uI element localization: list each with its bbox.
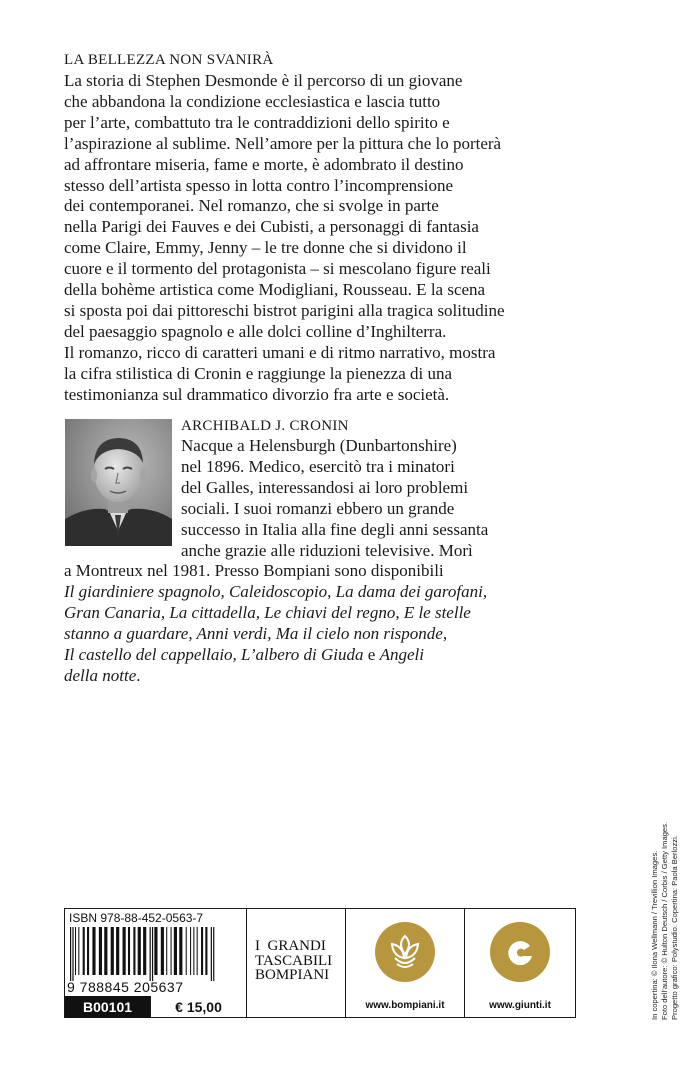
price-label: € 15,00 xyxy=(150,996,246,1018)
synopsis-heading: LA BELLEZZA NON SVANIRÀ xyxy=(64,52,274,68)
works-titles: Gran Canaria, La cittadella, Le chiavi del regno, E le stelle xyxy=(64,603,471,623)
synopsis-line: cuore e il tormento del protagonista – si mescolano figure reali xyxy=(64,259,491,279)
barcode-bar xyxy=(197,927,198,975)
credit-line: In copertina: © Ilona Wellmann / Trevillion Images. xyxy=(650,850,659,1020)
barcode-bar xyxy=(92,927,95,975)
giunti-panel xyxy=(465,908,576,1018)
synopsis-line: La storia di Stephen Desmonde è il percorso di un giovane xyxy=(64,71,463,90)
barcode-bar xyxy=(186,927,187,975)
credit-line: Progetto grafico: Polystudio. Copertina: Paola Berlozzi. xyxy=(670,835,679,1020)
bio-line: successo in Italia alla fine degli anni sessanta xyxy=(181,519,489,539)
works-titles: stanno a guardare, Anni verdi, Ma il cielo non risponde, xyxy=(64,624,448,644)
author-bio xyxy=(64,436,644,687)
barcode-bar xyxy=(123,927,126,975)
barcode-bar xyxy=(143,927,146,975)
credit-line: Foto dell’autore: © Hulton Deutsch / Corbis / Getty Images. xyxy=(660,821,669,1020)
works-period: . xyxy=(136,665,141,685)
barcode-bar xyxy=(152,927,153,981)
bio-line: a Montreux nel 1981. Presso Bompiani sono disponibili xyxy=(64,561,444,581)
works-line xyxy=(64,624,644,645)
bompiani-panel xyxy=(346,908,465,1018)
barcode-bar xyxy=(104,927,107,975)
series-line: TASCABILI xyxy=(255,952,333,969)
barcode-bar xyxy=(166,927,167,975)
works-line xyxy=(64,645,644,666)
barcode-bar xyxy=(201,927,203,975)
series-line: I GRANDI xyxy=(255,938,326,954)
barcode-image xyxy=(67,927,245,981)
barcode-bar xyxy=(179,927,182,975)
series-panel xyxy=(247,908,346,1018)
synopsis-line: per l’arte, combattuto tra le contraddizioni dello spirito e xyxy=(64,112,450,132)
barcode-bar xyxy=(111,927,114,975)
barcode-bar xyxy=(99,927,102,975)
barcode-bar xyxy=(205,927,207,975)
synopsis-line: stesso dell’artista spesso in lotta contro l’incomprensione xyxy=(64,175,454,195)
barcode-bar xyxy=(190,927,191,975)
works-titles: Angeli xyxy=(379,645,424,665)
works-titles: della notte xyxy=(64,665,137,685)
synopsis-line: della bohème artistica come Modigliani, Rousseau. E la scena xyxy=(64,280,486,300)
product-code: B00101 xyxy=(65,996,150,1018)
synopsis-line: nella Parigi dei Fauves e dei Cubisti, a personaggi di fantasia xyxy=(64,217,479,237)
bio-line: sociali. I suoi romanzi ebbero un grande xyxy=(181,498,455,518)
barcode-bar xyxy=(213,927,214,981)
synopsis-line: dei contemporanei. Nel romanzo, che si svolge in parte xyxy=(64,196,439,216)
synopsis-line: del paesaggio spagnolo e alle dolci colline d’Inghilterra. xyxy=(64,321,447,341)
synopsis-line: ad affrontare miseria, fame e morte, è adombrato il destino xyxy=(64,154,464,174)
barcode-digits: 9 788845 205637 xyxy=(67,979,184,995)
barcode-bar xyxy=(83,927,85,975)
barcode-bar xyxy=(78,927,79,975)
synopsis-line: Il romanzo, ricco di caratteri umani e di ritmo narrativo, mostra xyxy=(64,342,496,362)
barcode-bar xyxy=(87,927,89,975)
works-line xyxy=(64,582,644,603)
works-titles: Il giardiniere spagnolo, Caleidoscopio, La dama dei garofani, xyxy=(64,582,488,602)
cover-credits xyxy=(650,822,680,1020)
synopsis-text xyxy=(64,71,634,406)
barcode-bar xyxy=(70,927,71,981)
synopsis-line: l’aspirazione al sublime. Nell’amore per la pittura che lo porterà xyxy=(64,133,502,153)
bompiani-flower-logo-icon xyxy=(375,922,435,982)
synopsis-line: come Claire, Emmy, Jenny – le tre donne che si dividono il xyxy=(64,238,467,258)
giunti-url: www.giunti.it xyxy=(489,1000,551,1011)
synopsis-line: si sposta poi dai pittoreschi bistrot parigini alla tragica solitudine xyxy=(64,300,505,320)
barcode-bar xyxy=(116,927,119,975)
barcode-bar xyxy=(154,927,157,975)
series-line: BOMPIANI xyxy=(255,967,330,983)
barcode-bar xyxy=(75,927,76,975)
barcode-panel xyxy=(64,908,247,1018)
barcode-bar xyxy=(150,927,151,981)
barcode-bar xyxy=(138,927,141,975)
series-name xyxy=(255,939,332,983)
bio-line: Nacque a Helensburgh (Dunbartonshire) xyxy=(181,436,457,455)
barcode-bar xyxy=(161,927,164,975)
isbn-label: ISBN 978-88-452-0563-7 xyxy=(69,911,204,925)
barcode-bar xyxy=(174,927,177,975)
works-line xyxy=(64,666,644,687)
bio-line: nel 1896. Medico, esercitò tra i minatori xyxy=(181,456,455,476)
works-titles: Il castello del cappellaio, L’albero di Giuda xyxy=(64,645,364,665)
giunti-spiral-logo-icon xyxy=(490,922,550,982)
bio-line: del Galles, interessandosi ai loro problemi xyxy=(181,477,469,497)
bompiani-url: www.bompiani.it xyxy=(365,1000,445,1011)
barcode-bar xyxy=(128,927,130,975)
author-heading: ARCHIBALD J. CRONIN xyxy=(181,418,349,434)
synopsis-line: che abbandona la condizione ecclesiastica e lascia tutto xyxy=(64,91,441,111)
synopsis-line: testimonianza sul drammatico divorzio fra arte e società. xyxy=(64,384,450,404)
works-conjunction: e xyxy=(363,645,380,665)
barcode-bar xyxy=(171,927,172,975)
works-line xyxy=(64,603,644,624)
barcode-bar xyxy=(133,927,135,975)
bio-line: anche grazie alle riduzioni televisive. Morì xyxy=(181,540,473,560)
synopsis-line: la cifra stilistica di Cronin e raggiunge la pienezza di una xyxy=(64,363,453,383)
barcode-bar xyxy=(193,927,194,975)
barcode-bar xyxy=(211,927,212,981)
barcode-bar xyxy=(72,927,73,981)
